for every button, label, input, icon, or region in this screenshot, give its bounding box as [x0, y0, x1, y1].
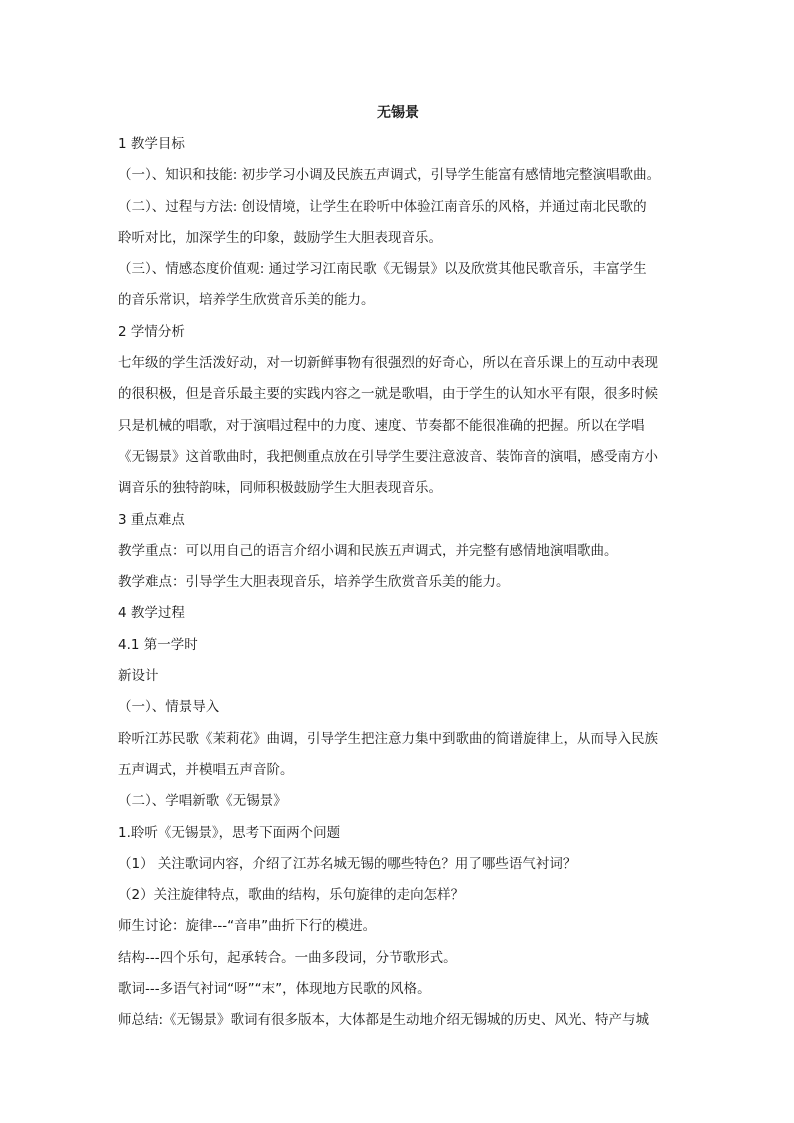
paragraph-line: 调音乐的独特韵味，同师积极鼓励学生大胆表现音乐。: [118, 480, 442, 497]
paragraph-line: （2）关注旋律特点，歌曲的结构，乐句旋律的走向怎样？: [118, 887, 465, 904]
paragraph-line: （二）、学唱新歌《无锡景》: [118, 793, 287, 810]
paragraph-line: 教学难点：引导学生大胆表现音乐，培养学生欣赏音乐美的能力。: [118, 574, 510, 591]
heading-teaching-process: 4 教学过程: [118, 605, 185, 622]
paragraph-line: （1） 关注歌词内容，介绍了江苏名城无锡的哪些特色？用了哪些语气衬词？: [118, 855, 577, 872]
paragraph-line: 师生讨论：旋律---“音串”曲折下行的模进。: [118, 918, 377, 935]
subheading-first-lesson: 4.1 第一学时: [118, 636, 198, 653]
paragraph-line: 的音乐常识，培养学生欣赏音乐美的能力。: [118, 292, 375, 309]
heading-teaching-goals: 1 教学目标: [118, 136, 185, 152]
paragraph-line: 的很积极，但是音乐最主要的实践内容之一就是歌唱，由于学生的认知水平有限，很多时候: [118, 386, 658, 403]
paragraph-line: 聆听对比，加深学生的印象，鼓励学生大胆表现音乐。: [118, 229, 442, 246]
document-body: [118, 98, 678, 1037]
paragraph-line: 师总结:《无锡景》歌词有很多版本，大体都是生动地介绍无锡城的历史、风光、特产与城: [118, 1012, 650, 1029]
paragraph-line: 歌词---多语气衬词“呀”“末”，体现地方民歌的风格。: [118, 981, 431, 998]
paragraph-line: 教学重点：可以用自己的语言介绍小调和民族五声调式，并完整有感情地演唱歌曲。: [118, 542, 618, 559]
heading-student-analysis: 2 学情分析: [118, 323, 185, 340]
paragraph-line: 1.聆听《无锡景》，思考下面两个问题: [118, 824, 341, 841]
paragraph-line: （三）、情感态度价值观: 通过学习江南民歌《无锡景》以及欣赏其他民歌音乐，丰富学生: [118, 261, 647, 278]
paragraph-line: 结构---四个乐句，起承转合。一曲多段词，分节歌形式。: [118, 949, 457, 966]
paragraph-line: 聆听江苏民歌《茉莉花》曲调，引导学生把注意力集中到歌曲的简谱旋律上，从而导入民族: [118, 730, 658, 747]
document-title: 无锡景: [377, 105, 419, 121]
paragraph-line: 新设计: [118, 668, 159, 685]
paragraph-line: （二）、过程与方法: 创设情境，让学生在聆听中体验江南音乐的风格，并通过南北民歌的: [118, 198, 647, 215]
paragraph-line: 《无锡景》这首歌曲时，我把侧重点放在引导学生要注意波音、装饰音的演唱，感受南方小: [118, 448, 658, 465]
heading-key-points: 3 重点难点: [118, 511, 185, 528]
paragraph-line: （一）、知识和技能: 初步学习小调及民族五声调式，引导学生能富有感情地完整演唱歌曲。: [118, 167, 661, 184]
paragraph-line: 五声调式，并模唱五声音阶。: [118, 761, 294, 778]
paragraph-line: （一）、情景导入: [118, 699, 220, 716]
paragraph-line: 七年级的学生活泼好动，对一切新鲜事物有很强烈的好奇心，所以在音乐课上的互动中表现: [118, 355, 658, 372]
paragraph-line: 只是机械的唱歌，对于演唱过程中的力度、速度、节奏都不能很准确的把握。所以在学唱: [118, 417, 645, 434]
